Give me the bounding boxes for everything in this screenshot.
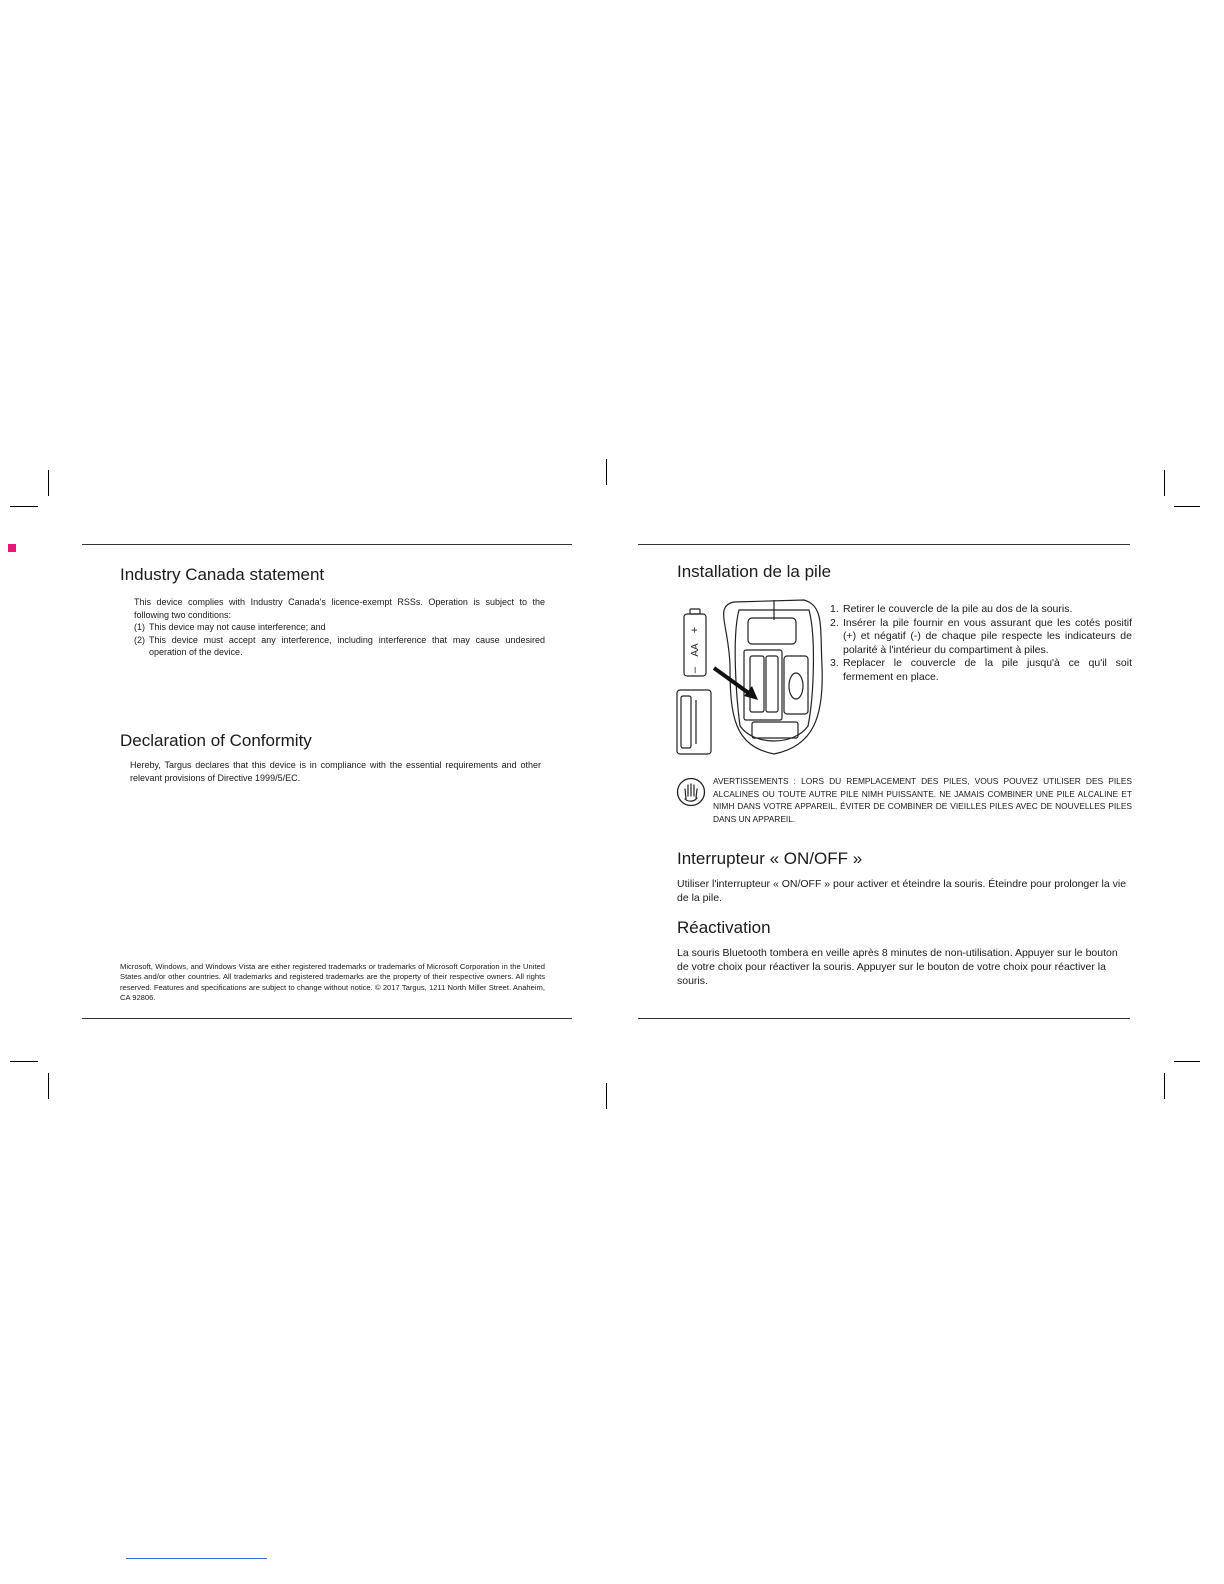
installation-step: 2. Insérer la pile fournir en vous assurant que les cotés positif (+) et négatif (-) de chaque pile respecte les indicateurs de polarité à l'intérieur du compartiment à piles. — [830, 616, 1132, 656]
crop-mark — [10, 506, 38, 507]
crop-mark — [10, 1061, 38, 1062]
condition-item: (1) This device may not cause interference; and — [134, 622, 326, 632]
crop-mark — [1164, 470, 1165, 496]
crop-mark — [606, 459, 607, 485]
declaration-text: Hereby, Targus declares that this device is in compliance with the essential requirements and other relevant provisions of Directive 1999/5/EC. — [130, 760, 541, 783]
switch-title: Interrupteur « ON/OFF » — [677, 849, 863, 868]
installation-step: 3. Replacer le couvercle de la pile jusqu'à ce qu'il soit fermement en place. — [830, 657, 1132, 683]
crop-mark — [48, 470, 49, 496]
right-page-top-rule — [638, 544, 1130, 545]
warning-hand-icon — [676, 777, 706, 807]
reactivation-text: La souris Bluetooth tombera en veille après 8 minutes de non-utilisation. Appuyer sur le bouton de votre choix pour réactiver la souris. Appuyer sur le bouton de votre choix pour réactiver la souris. — [677, 947, 1118, 987]
reactivation-title: Réactivation — [677, 918, 771, 937]
battery-plus-label: + — [689, 626, 701, 634]
installation-steps — [830, 603, 1132, 685]
battery-installation-illustration — [674, 596, 824, 760]
legal-notice: Microsoft, Windows, and Windows Vista are either registered trademarks or trademarks of Microsoft Corporation in the United States and/or other countries. All trademarks and registered trademarks are the property of their respective owners. All rights reserved. Features and specifications are subject to change without notice. © 2017 Targus, 1211 North Miller Street. Anaheim, CA 92806. — [120, 962, 545, 1002]
crop-mark — [606, 1083, 607, 1109]
crop-mark — [1174, 1061, 1200, 1062]
mouse-battery-diagram — [674, 596, 824, 760]
declaration-title: Declaration of Conformity — [120, 731, 312, 750]
battery-cover-icon — [677, 690, 711, 754]
industry-canada-title: Industry Canada statement — [120, 565, 325, 584]
industry-canada-conditions — [134, 621, 545, 659]
crop-mark — [1164, 1073, 1165, 1099]
crop-mark — [1174, 506, 1200, 507]
battery-type-label: AA — [690, 643, 701, 657]
warning-text: AVERTISSEMENTS : LORS DU REMPLACEMENT DES PILES, VOUS POUVEZ UTILISER DES PILES ALCALINES OU TOUTE AUTRE PILE NIMH PUISSANTE. NE JAMAIS COMBINER UNE PILE ALCALINE ET NIMH DANS VOTRE APPAREIL. ÉVITER DE COMBINER DE VIEILLES PILES AVEC DE NOUVELLES PILES DANS UN APPAREIL. — [713, 776, 1132, 824]
installation-title: Installation de la pile — [677, 562, 832, 581]
registration-mark — [8, 544, 16, 552]
switch-text: Utiliser l'interrupteur « ON/OFF » pour activer et éteindre la souris. Éteindre pour prolonger la vie de la pile. — [677, 878, 1127, 904]
industry-canada-intro: This device complies with Industry Canada's licence-exempt RSSs. Operation is subject to the following two conditions: — [134, 597, 545, 620]
crop-mark — [48, 1073, 49, 1099]
installation-step: 1. Retirer le couvercle de la pile au dos de la souris. — [830, 603, 1073, 615]
left-page-bottom-rule — [82, 1018, 572, 1019]
battery-minus-label: – — [689, 666, 701, 674]
right-page-bottom-rule — [638, 1018, 1130, 1019]
left-page-top-rule — [82, 544, 572, 545]
bottom-underline — [126, 1558, 267, 1559]
condition-item: (2) This device must accept any interference, including interference that may cause undesired operation of the device. — [134, 634, 545, 657]
